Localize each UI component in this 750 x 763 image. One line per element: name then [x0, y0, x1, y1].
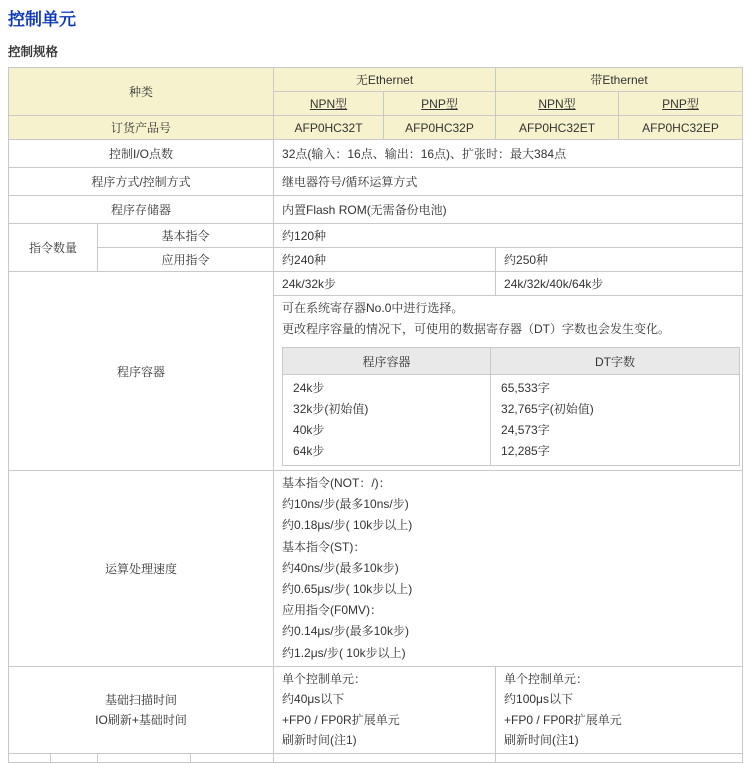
- order-number-row: [9, 116, 743, 140]
- speed-line: 基本指令(NOT：/)：: [282, 476, 391, 490]
- basic-instruction-value: 约120种: [274, 224, 743, 248]
- speed-line: 约10ns/步(最多10ns/步): [282, 497, 409, 512]
- order-number-value: AFP0HC32ET: [496, 116, 619, 140]
- speed-line: 约0.14μs/步(最多10k步): [282, 624, 409, 639]
- partial-row-cell: [51, 753, 98, 762]
- dt-words-item: 32,765字(初始值): [501, 402, 594, 416]
- npn-type-link[interactable]: NPN型: [309, 97, 348, 111]
- type-cell-pnp-1: [384, 92, 496, 116]
- applied-instruction-value-right: 约250种: [496, 248, 743, 272]
- io-points-row: [9, 140, 743, 168]
- processing-speed-row: [9, 471, 743, 667]
- type-cell-npn-2: [496, 92, 619, 116]
- partial-row-cell: [496, 753, 743, 762]
- speed-line: 应用指令(F0MV)：: [282, 603, 383, 618]
- npn-type-link[interactable]: NPN型: [538, 97, 576, 111]
- scan-time-label-line2: IO刷新+基础时间: [95, 712, 187, 727]
- applied-instruction-label: 应用指令: [98, 248, 274, 272]
- capacity-note-2: 更改程序容量的情况下，可使用的数据寄存器（DT）字数也会发生变化。: [282, 322, 671, 336]
- page-title: 控制单元: [8, 10, 76, 29]
- program-capacity-label: 程序容器: [9, 272, 274, 471]
- program-method-value: 继电器符号/循环运算方式: [274, 168, 743, 196]
- capacity-note-1: 可在系统寄存器No.0中进行选择。: [282, 301, 464, 315]
- order-number-value: AFP0HC32P: [384, 116, 496, 140]
- program-method-row: [9, 168, 743, 196]
- scan-time-line: 约40μs以下: [282, 692, 345, 707]
- scan-time-line: 约100μs以下: [504, 692, 573, 707]
- order-number-label: 订货产品号: [9, 116, 274, 140]
- capacity-step-item: 64k步: [293, 444, 325, 458]
- basic-instruction-row: [9, 224, 743, 248]
- program-capacity-detail-cell: [274, 296, 743, 471]
- instruction-count-label: 指令数量: [9, 224, 98, 272]
- header-row-groups: [9, 68, 743, 92]
- partial-row-cell: [274, 753, 496, 762]
- dt-words-item: 65,533字: [501, 381, 550, 395]
- scan-time-line: 单个控制单元：: [504, 671, 589, 686]
- speed-line: 约0.65μs/步( 10k步以上): [282, 582, 413, 597]
- partial-row-cell: [9, 753, 51, 762]
- order-number-value: AFP0HC32EP: [619, 116, 743, 140]
- group-with-ethernet-cell: 带Ethernet: [496, 68, 743, 92]
- processing-speed-cell: [274, 471, 743, 667]
- capacity-step-item: 32k步(初始值): [293, 402, 369, 416]
- pnp-type-link[interactable]: PNP型: [421, 97, 458, 111]
- order-number-value: AFP0HC32T: [274, 116, 384, 140]
- capacity-value-left: 24k/32k步: [274, 272, 496, 296]
- speed-line: 约1.2μs/步( 10k步以上): [282, 645, 406, 660]
- type-cell-pnp-2: [619, 92, 743, 116]
- capacity-dt-header-row: [283, 348, 740, 375]
- dt-words-item: 24,573字: [501, 423, 550, 437]
- scan-time-line: 单个控制单元：: [282, 671, 367, 686]
- pnp-type-link[interactable]: PNP型: [662, 97, 699, 111]
- scan-time-label-line1: 基础扫描时间: [105, 692, 178, 707]
- speed-line: 约40ns/步(最多10k步): [282, 560, 399, 575]
- partial-row-cell: [191, 753, 274, 762]
- scan-time-line: +FP0 / FP0R扩展单元: [504, 712, 622, 727]
- capacity-dt-body-row: [283, 375, 740, 466]
- capacity-step-item: 40k步: [293, 423, 325, 437]
- partial-next-row: [9, 753, 743, 762]
- scan-time-label: [9, 666, 274, 753]
- scan-time-right-cell: [496, 666, 743, 753]
- program-memory-row: [9, 196, 743, 224]
- speed-line: 基本指令(ST)：: [282, 539, 366, 554]
- capacity-step-item: 24k步: [293, 381, 325, 395]
- scan-time-line: +FP0 / FP0R扩展单元: [282, 712, 400, 727]
- group-no-ethernet-cell: 无Ethernet: [274, 68, 496, 92]
- program-memory-value: 内置Flash ROM(无需备份电池): [274, 196, 743, 224]
- applied-instruction-value-left: 约240种: [274, 248, 496, 272]
- scan-time-left-cell: [274, 666, 496, 753]
- capacity-column-header: 程序容器: [283, 348, 491, 375]
- kind-header-cell: 种类: [9, 68, 274, 116]
- program-memory-label: 程序存储器: [9, 196, 274, 224]
- program-capacity-row: [9, 272, 743, 296]
- scan-time-line: 刷新时间(注1): [282, 733, 357, 748]
- io-points-label: 控制I/O点数: [9, 140, 274, 168]
- capacity-dt-table: [282, 347, 740, 466]
- basic-instruction-label: 基本指令: [98, 224, 274, 248]
- type-cell-npn-1: [274, 92, 384, 116]
- capacity-value-right: 24k/32k/40k/64k步: [496, 272, 743, 296]
- processing-speed-label: 运算处理速度: [9, 471, 274, 667]
- dt-words-cell: [491, 375, 740, 466]
- speed-line: 约0.18μs/步( 10k步以上): [282, 518, 413, 533]
- capacity-steps-cell: [283, 375, 491, 466]
- scan-time-row: [9, 666, 743, 753]
- section-subtitle: 控制规格: [8, 45, 59, 59]
- scan-time-line: 刷新时间(注1): [504, 733, 579, 748]
- program-method-label: 程序方式/控制方式: [9, 168, 274, 196]
- control-spec-table: [8, 67, 743, 763]
- dt-words-item: 12,285字: [501, 444, 550, 458]
- applied-instruction-row: [9, 248, 743, 272]
- partial-row-cell: [98, 753, 191, 762]
- io-points-value: 32点(输入：16点、输出：16点)、扩张时：最大384点: [274, 140, 743, 168]
- dt-words-column-header: DT字数: [491, 348, 740, 375]
